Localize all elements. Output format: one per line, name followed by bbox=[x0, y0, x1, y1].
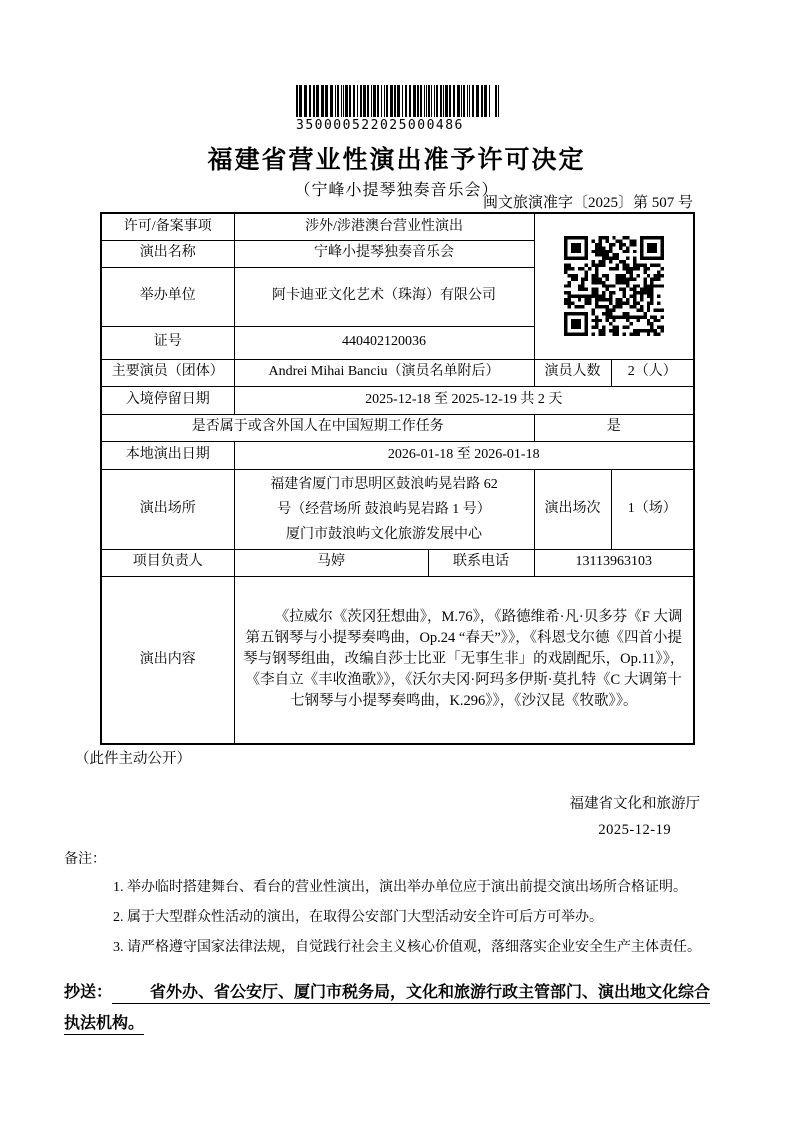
table-row bbox=[101, 441, 694, 469]
content-text: 《拉威尔《茨冈狂想曲》，M.76》，《路德维希·凡·贝多芬《F 大调第五钢琴与小提琴奏鸣曲，Op.24 “春天”》》，《科恩戈尔德《四首小提琴与钢琴组曲，改编自莎士比亚「无事生非」的戏剧配乐，Op.11》》，《李自立《丰收渔歌》》，《沃尔夫冈·阿玛多伊斯·莫扎特《C 大调第十七钢琴与小提琴奏鸣曲，K.296》》，《沙汉昆《牧歌》》。 bbox=[243, 609, 685, 710]
entry-stay-dates-value: 2025-12-18 至 2025-12-19 共 2 天 bbox=[234, 386, 694, 414]
barcode-number: 350000522025000486 bbox=[296, 118, 464, 133]
foreign-work-question-value: 是 bbox=[534, 414, 694, 441]
content-value bbox=[234, 576, 694, 744]
entry-stay-dates-label: 入境停留日期 bbox=[101, 386, 234, 414]
document-subtitle: （宁峰小提琴独奏音乐会） bbox=[294, 182, 499, 199]
cc-section bbox=[64, 977, 725, 1039]
table-row bbox=[101, 213, 694, 240]
sessions-value: 1（场） bbox=[611, 469, 694, 549]
issuer-name: 福建省文化和旅游厅 bbox=[569, 796, 700, 812]
issue-date: 2025-12-19 bbox=[598, 822, 672, 838]
remark-item: 3. 请严格遵守国家法律法规，自觉践行社会主义核心价值观，落细落实企业安全生产主体责任。 bbox=[113, 940, 701, 955]
table-row bbox=[101, 359, 694, 386]
reference-number: 闽文旅演准字〔2025〕第 507 号 bbox=[482, 195, 693, 211]
table-row bbox=[101, 469, 694, 549]
remarks-label: 备注： bbox=[64, 852, 106, 867]
performance-name-label: 演出名称 bbox=[101, 240, 234, 267]
project-manager-label: 项目负责人 bbox=[101, 549, 234, 576]
local-performance-dates-value: 2026-01-18 至 2026-01-18 bbox=[234, 441, 694, 469]
cc-label: 抄送： bbox=[64, 984, 113, 1001]
contact-phone-label: 联系电话 bbox=[428, 549, 534, 576]
venue-label: 演出场所 bbox=[101, 469, 234, 549]
sessions-label: 演出场次 bbox=[534, 469, 611, 549]
permit-table bbox=[100, 212, 695, 745]
venue-value bbox=[234, 469, 534, 549]
permit-item-label: 许可/备案事项 bbox=[101, 213, 234, 240]
contact-phone-value: 13113963103 bbox=[534, 549, 694, 576]
cert-number-label: 证号 bbox=[101, 326, 234, 359]
table-row bbox=[101, 414, 694, 441]
main-performers-label: 主要演员（团体） bbox=[101, 359, 234, 386]
permit-item-value: 涉外/涉港澳台营业性演出 bbox=[234, 213, 534, 240]
performer-count-value: 2（人） bbox=[611, 359, 694, 386]
performance-name-value: 宁峰小提琴独奏音乐会 bbox=[234, 240, 534, 267]
venue-address-line: 厦门市鼓浪屿文化旅游发展中心 bbox=[286, 526, 482, 542]
remark-item: 1. 举办临时搭建舞台、看台的营业性演出，演出举办单位应于演出前提交演出场所合格证明。 bbox=[113, 880, 687, 895]
venue-address-line: 福建省厦门市思明区鼓浪屿晃岩路 62 bbox=[270, 476, 498, 492]
disclosure-note: （此件主动公开） bbox=[75, 751, 191, 767]
venue-address-line: 号（经营场所 鼓浪屿晃岩路 1 号） bbox=[277, 501, 491, 517]
barcode bbox=[296, 85, 500, 133]
cc-recipients: 省外办、省公安厅、厦门市税务局，文化和旅游行政主管部门、演出地文化综合执法机构。 bbox=[64, 984, 710, 1035]
table-row bbox=[101, 576, 694, 744]
foreign-work-question-label: 是否属于或含外国人在中国短期工作任务 bbox=[101, 414, 534, 441]
performer-count-label: 演员人数 bbox=[534, 359, 611, 386]
document-title: 福建省营业性演出准予许可决定 bbox=[207, 147, 586, 174]
project-manager-value: 马婷 bbox=[234, 549, 428, 576]
main-performers-value: Andrei Mihai Banciu（演员名单附后） bbox=[234, 359, 534, 386]
qr-code-icon bbox=[564, 236, 664, 336]
table-row bbox=[101, 549, 694, 576]
organizer-label: 举办单位 bbox=[101, 267, 234, 326]
remark-item: 2. 属于大型群众性活动的演出，在取得公安部门大型活动安全许可后方可举办。 bbox=[113, 910, 603, 925]
cert-number-value: 440402120036 bbox=[234, 326, 534, 359]
local-performance-dates-label: 本地演出日期 bbox=[101, 441, 234, 469]
organizer-value: 阿卡迪亚文化艺术（珠海）有限公司 bbox=[234, 267, 534, 326]
barcode-stripes-icon bbox=[296, 85, 500, 117]
table-row bbox=[101, 386, 694, 414]
content-label: 演出内容 bbox=[101, 576, 234, 744]
issuer-block bbox=[570, 792, 701, 839]
qr-code-cell bbox=[534, 213, 694, 359]
remarks-section bbox=[64, 848, 744, 969]
